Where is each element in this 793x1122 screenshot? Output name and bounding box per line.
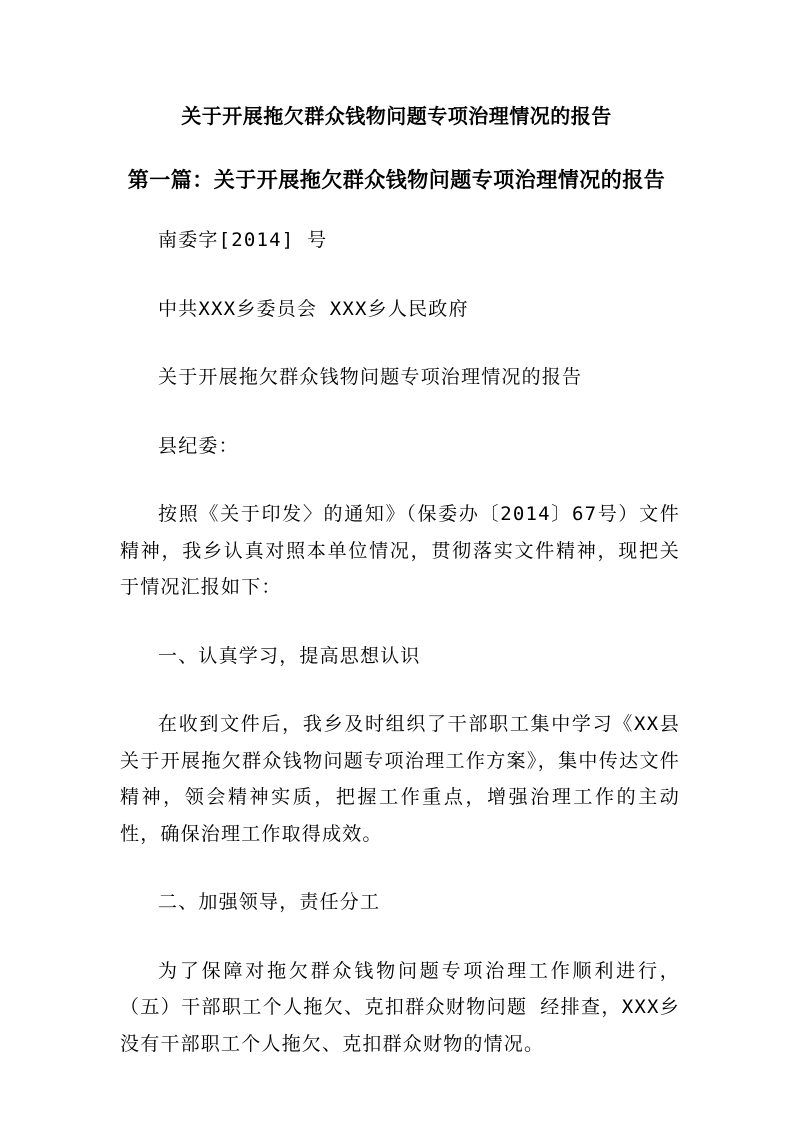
recipient: 县纪委： [158, 434, 239, 457]
issuing-organizations: 中共XXX乡委员会 XXX乡人民政府 [158, 297, 469, 320]
report-subject: 关于开展拖欠群众钱物问题专项治理情况的报告 [158, 366, 583, 388]
heading-leadership: 二、加强领导，责任分工 [158, 891, 381, 913]
section-title: 第一篇：关于开展拖欠群众钱物问题专项治理情况的报告 [127, 167, 666, 192]
study-paragraph: 在收到文件后，我乡及时组织了干部职工集中学习《XX县关于开展拖欠群众钱物问题专项治理工作方案》，集中传达文件精神，领会精神实质，把握工作重点，增强治理工作的主动性，确保治理工作取得成效。 [120, 713, 680, 845]
intro-paragraph: 按照《关于印发〉的通知》（保委办〔2014〕67号）文件精神，我乡认真对照本单位情况，贯彻落实文件精神，现把关于情况汇报如下： [120, 503, 680, 598]
heading-study: 一、认真学习，提高思想认识 [158, 644, 421, 667]
leadership-paragraph: 为了保障对拖欠群众钱物问题专项治理工作顺利进行，（五）干部职工个人拖欠、克扣群众财物问题 经排查，XXX乡没有干部职工个人拖欠、克扣群众财物的情况。 [120, 959, 680, 1055]
document-body [120, 222, 680, 1094]
document-title: 关于开展拖欠群众钱物问题专项治理情况的报告 [181, 104, 612, 128]
document-number: 南委字[2014] 号 [158, 229, 328, 251]
